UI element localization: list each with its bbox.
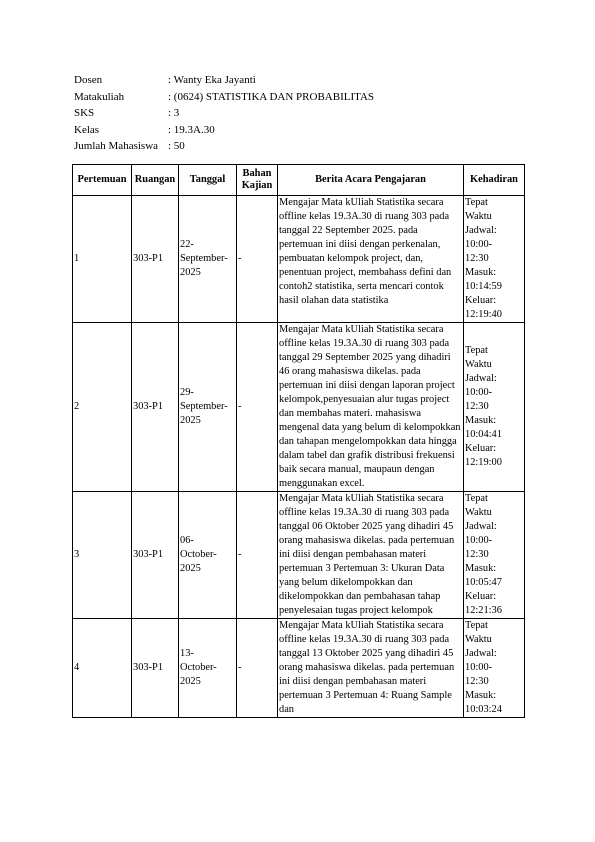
header-berita-acara: Berita Acara Pengajaran: [278, 165, 464, 196]
matakuliah-row: [74, 89, 374, 106]
ruangan-cell: 303-P1: [132, 492, 179, 619]
ruangan-cell: 303-P1: [132, 619, 179, 718]
dosen-value: : Wanty Eka Jayanti: [168, 74, 256, 86]
sks-value: : 3: [168, 107, 180, 119]
ruangan-cell: 303-P1: [132, 323, 179, 492]
table-row: [73, 492, 525, 619]
matakuliah-label: Matakuliah: [74, 90, 125, 103]
kehadiran-cell: Tepat Waktu Jadwal: 10:00- 12:30 Masuk: 10:03:24: [464, 619, 525, 718]
course-info: [74, 72, 374, 155]
attendance-table: [72, 164, 525, 718]
dosen-row: [74, 72, 374, 89]
table-row: [73, 323, 525, 492]
sks-label: SKS: [74, 107, 95, 119]
sks-row: [74, 105, 374, 122]
kehadiran-cell: Tepat Waktu Jadwal: 10:00- 12:30 Masuk: 10:05:47 Keluar: 12:21:36: [464, 492, 525, 619]
table-header-row: [73, 165, 525, 196]
table-row: [73, 619, 525, 718]
kehadiran-cell: Tepat Waktu Jadwal: 10:00- 12:30 Masuk: 10:14:59 Keluar: 12:19:40: [464, 196, 525, 323]
kelas-row: [74, 122, 374, 139]
ruangan-cell: 303-P1: [132, 196, 179, 323]
header-pertemuan: Pertemuan: [73, 165, 132, 196]
pertemuan-cell: 4: [73, 619, 132, 718]
tanggal-cell: 13- October- 2025: [179, 619, 237, 718]
pertemuan-cell: 3: [73, 492, 132, 619]
berita-acara-cell: Mengajar Mata kUliah Statistika secara offline kelas 19.3A.30 di ruang 303 pada tanggal 06 Oktober 2025 yang dihadiri 45 orang mahasiswa dikelas. pada pertemuan ini diisi dengan pembahasan materi pertemuan 3 Pertemuan 3: Ukuran Data yang belum dikelompokkan dan dikelompokkan dan pembahasan tahap penyelesaian tugas project kelompok: [278, 492, 464, 619]
header-kehadiran: Kehadiran: [464, 165, 525, 196]
tanggal-cell: 06- October- 2025: [179, 492, 237, 619]
bahan-kajian-cell: -: [237, 492, 278, 619]
header-ruangan: Ruangan: [132, 165, 179, 196]
pertemuan-cell: 2: [73, 323, 132, 492]
bahan-kajian-cell: -: [237, 196, 278, 323]
jumlah-value: : 50: [168, 140, 185, 152]
bahan-kajian-cell: -: [237, 619, 278, 718]
tanggal-cell: 29- September- 2025: [179, 323, 237, 492]
matakuliah-value: : (0624) STATISTIKA DAN PROBABILITAS: [168, 90, 375, 103]
header-bahan-kajian: Bahan Kajian: [237, 165, 278, 196]
pertemuan-cell: 1: [73, 196, 132, 323]
jumlah-row: [74, 138, 374, 155]
table-row: [73, 196, 525, 323]
kelas-label: Kelas: [74, 123, 100, 136]
kehadiran-cell: Tepat Waktu Jadwal: 10:00- 12:30 Masuk: 10:04:41 Keluar: 12:19:00: [464, 323, 525, 492]
berita-acara-cell: Mengajar Mata kUliah Statistika secara offline kelas 19.3A.30 di ruang 303 pada tanggal 13 Oktober 2025 yang dihadiri 45 orang mahasiswa dikelas. pada pertemuan ini diisi dengan pembahasan materi pertemuan 3 Pertemuan 4: Ruang Sample dan: [278, 619, 464, 718]
kelas-value: : 19.3A.30: [168, 123, 215, 136]
header-tanggal: Tanggal: [179, 165, 237, 196]
bahan-kajian-cell: -: [237, 323, 278, 492]
dosen-label: Dosen: [74, 74, 103, 86]
jumlah-label: Jumlah Mahasiswa: [74, 140, 159, 152]
berita-acara-cell: Mengajar Mata kUliah Statistika secara offline kelas 19.3A.30 di ruang 303 pada tanggal 22 September 2025. pada pertemuan ini diisi dengan perkenalan, pembuatan kelompok project, dan, penentuan project, membahass defini dan contoh2 statistika, serta mencari contok hasil olahan data statistika: [278, 196, 464, 323]
tanggal-cell: 22- September- 2025: [179, 196, 237, 323]
berita-acara-cell: Mengajar Mata kUliah Statistika secara offline kelas 19.3A.30 di ruang 303 pada tanggal 29 September 2025 yang dihadiri 46 orang mahasiswa dikelas. pada pertemuan ini diisi dengan laporan project kelompok,penyesuaian alur tugas project dan membahas materi. mahasiswa mengenal data yang belum di kelompokkan dan tahapan mengelompokkan data hingga dalam tabel dan grafik distribusi frekuensi baik secara manual, maupaun dengan menggunakan excel.: [278, 323, 464, 492]
